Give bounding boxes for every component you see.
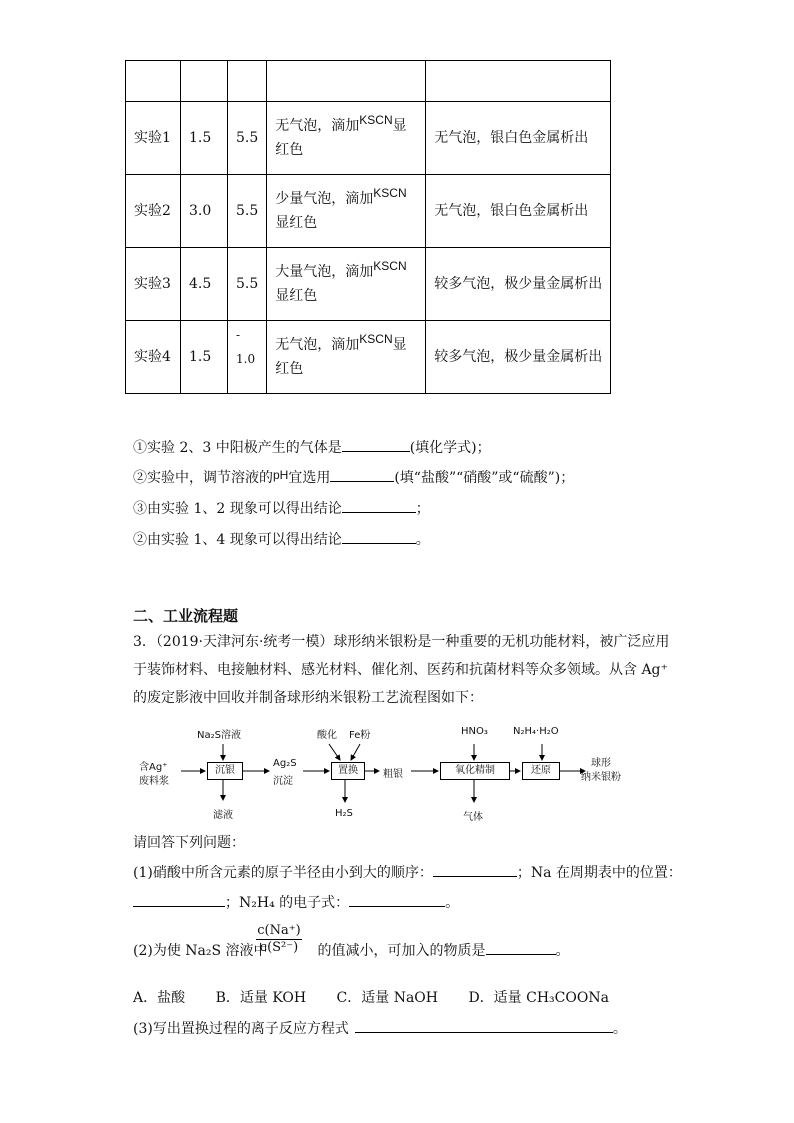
step-box-precipitate: 沉银: [207, 762, 243, 780]
process-flowchart: [135, 722, 655, 827]
experiment-table: [125, 60, 611, 394]
cell-v1: 4.5: [181, 248, 228, 321]
option-d[interactable]: D．适量 CH₃COONa: [468, 990, 609, 1006]
sub-question-1-line1: (1)硝酸中所含元素的原子半径由小到大的顺序： ；Na 在周期表中的位置：: [133, 862, 682, 882]
output-filtrate: 滤液: [213, 810, 233, 821]
cell-name: 实验4: [126, 321, 181, 394]
step-box-oxidize: 氧化精制: [440, 762, 510, 780]
step-box-replace: 置换: [331, 762, 365, 780]
fraction-denominator: c(S²⁻): [259, 940, 299, 955]
answer-blank[interactable]: [349, 892, 445, 907]
cell-v1: 1.5: [181, 102, 228, 175]
ratio-fraction: [256, 923, 302, 955]
table-row: [126, 248, 611, 321]
question-1: ①实验 2、3 中阳极产生的气体是 (填化学式)；: [133, 437, 491, 457]
prompt: 请回答下列问题：: [133, 835, 245, 851]
cell-cathode: 较多气泡，极少量金属析出: [426, 248, 611, 321]
question-2: ②实验中，调节溶液的pH宜选用 (填“盐酸”“硝酸”或“硫酸”)；: [133, 468, 575, 486]
fraction-numerator: c(Na⁺): [257, 923, 301, 938]
end-line2: 纳米银粉: [581, 772, 621, 783]
output-gas: 气体: [463, 812, 483, 823]
start-line1: 含Ag⁺: [139, 762, 168, 773]
answer-blank[interactable]: [342, 498, 416, 513]
mid-ag2s-line1: Ag₂S: [273, 758, 297, 769]
mid-ag2s-line2: 沉淀: [273, 776, 293, 787]
table-row: [126, 102, 611, 175]
sub-question-1-line2: ；N₂H₄ 的电子式： 。: [133, 892, 459, 912]
problem-intro: [133, 628, 673, 712]
start-line2: 废料浆: [139, 776, 169, 787]
answer-blank[interactable]: [355, 1018, 613, 1033]
answer-options: [133, 987, 635, 1007]
cell-name: 实验2: [126, 175, 181, 248]
section-heading: 二、工业流程题: [133, 607, 239, 625]
option-c[interactable]: C．适量 NaOH: [336, 990, 438, 1006]
cell-anode: 无气泡，滴加KSCN显 红色: [267, 102, 426, 175]
end-line1: 球形: [591, 758, 611, 769]
answer-blank[interactable]: [330, 467, 394, 482]
question-4: ②由实验 1、4 现象可以得出结论 。: [133, 529, 430, 549]
step-box-reduce: 还原: [522, 762, 560, 780]
cell-cathode: 无气泡，银白色金属析出: [426, 175, 611, 248]
cell-v2: 5.5: [228, 175, 267, 248]
cell-anode: 大量气泡，滴加KSCN 显红色: [267, 248, 426, 321]
reagent-na2s: Na₂S溶液: [197, 730, 241, 741]
cell-name: 实验1: [126, 102, 181, 175]
cell-cathode: 较多气泡，极少量金属析出: [426, 321, 611, 394]
cell-name: 实验3: [126, 248, 181, 321]
reagent-hno3: HNO₃: [461, 726, 488, 737]
cell-anode: 无气泡，滴加KSCN显 红色: [267, 321, 426, 394]
table-row: [126, 175, 611, 248]
cell-cathode: 无气泡，银白色金属析出: [426, 102, 611, 175]
reagent-acid: 酸化: [317, 730, 337, 741]
intro-line: 于装饰材料、电接触材料、感光材料、催化剂、医药和抗菌材料等众多领域。从含 Ag⁺: [133, 662, 668, 678]
option-a[interactable]: A．盐酸: [133, 990, 186, 1006]
answer-blank[interactable]: [133, 892, 225, 907]
answer-blank[interactable]: [342, 529, 416, 544]
mid-crude-silver: 粗银: [383, 769, 403, 780]
answer-blank[interactable]: [486, 940, 556, 955]
cell-v1: 1.5: [181, 321, 228, 394]
reagent-fe: Fe粉: [349, 730, 371, 741]
cell-anode: 少量气泡，滴加KSCN 显红色: [267, 175, 426, 248]
output-h2s: H₂S: [335, 808, 353, 819]
cell-v2: 5.5: [228, 102, 267, 175]
question-3: ③由实验 1、2 现象可以得出结论 ；: [133, 498, 430, 518]
answer-blank[interactable]: [342, 437, 410, 452]
intro-line: 的废定影液中回收并制备球形纳米银粉工艺流程图如下：: [133, 690, 483, 706]
table-row: [126, 321, 611, 394]
cell-v2: 5.5: [228, 248, 267, 321]
intro-line: 3．（2019·天津河东·统考一模）球形纳米银粉是一种重要的无机功能材料，被广泛应用: [133, 634, 670, 650]
sub-question-3: (3)写出置换过程的离子反应方程式 。: [133, 1018, 627, 1038]
answer-blank[interactable]: [433, 862, 517, 877]
sub-question-2: (2)为使 Na₂S 溶液中 的值减小，可加入的物质是 。: [133, 940, 570, 960]
cell-v2: - 1.0: [228, 321, 267, 394]
table-header-row: [126, 61, 611, 102]
reagent-n2h4: N₂H₄·H₂O: [513, 726, 559, 737]
option-b[interactable]: B．适量 KOH: [215, 990, 307, 1006]
cell-v1: 3.0: [181, 175, 228, 248]
